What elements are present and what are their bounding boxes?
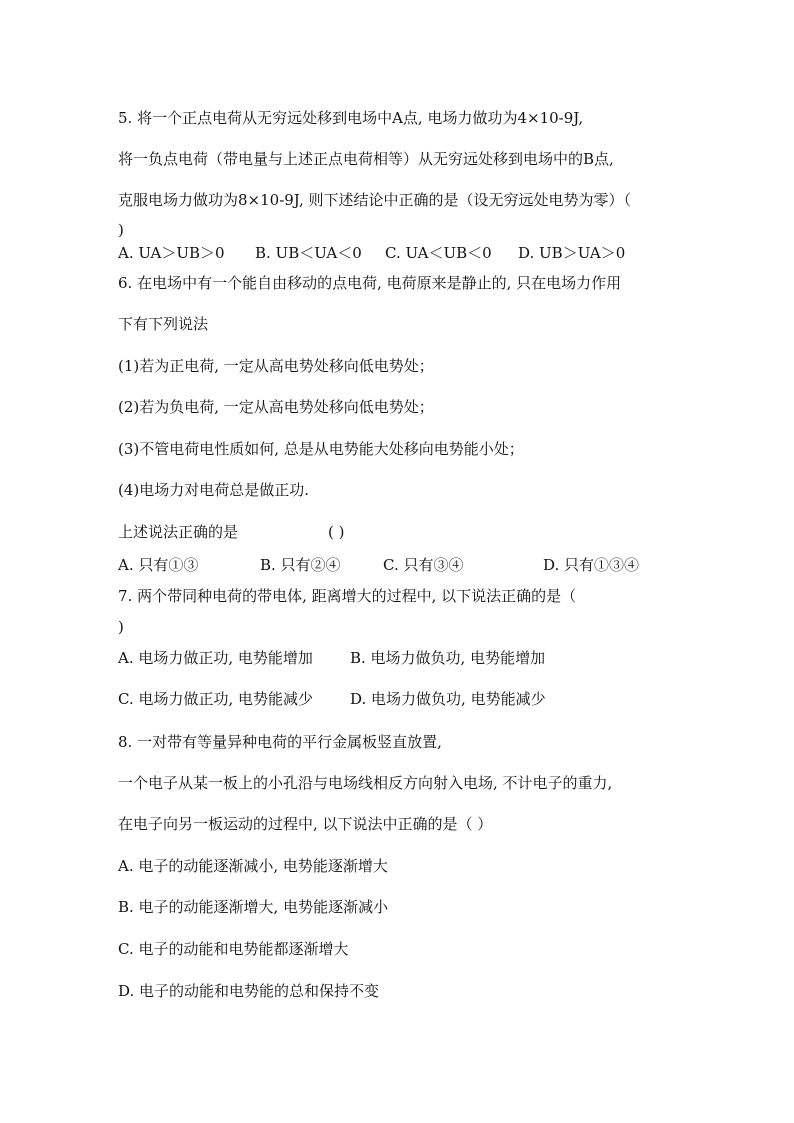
q7-option-b: B. 电场力做负功, 电势能增加 [350,649,546,667]
q8-line1: 8. 一对带有等量异种电荷的平行金属板竖直放置, [118,733,442,751]
q7-option-d: D. 电场力做负功, 电势能减少 [350,690,546,708]
q7-line1: 7. 两个带同种电荷的带电体, 距离增大的过程中, 以下说法正确的是（ [118,587,577,605]
q8-option-a: A. 电子的动能逐渐减小, 电势能逐渐增大 [118,857,388,875]
q6-line2: 下有下列说法 [118,315,209,333]
q6-answer-paren: ( ) [328,523,345,541]
q5-option-d: D. UB＞UA＞0 [518,244,626,262]
q6-option-a: A. 只有①③ [118,556,199,574]
q6-statement-4: (4)电场力对电荷总是做正功. [118,481,310,499]
q5-line1: 5. 将一个正点电荷从无穷远处移到电场中A点, 电场力做功为4×10-9J, [118,109,584,127]
q8-line3: 在电子向另一板运动的过程中, 以下说法中正确的是（ ） [118,815,493,833]
q5-option-c: C. UA＜UB＜0 [385,244,492,262]
q6-option-b: B. 只有②④ [260,556,341,574]
q6-line1: 6. 在电场中有一个能自由移动的点电荷, 电荷原来是静止的, 只在电场力作用 [118,274,622,292]
q8-option-c: C. 电子的动能和电势能都逐渐增大 [118,940,349,958]
q6-statement-3: (3)不管电荷电性质如何, 总是从电势能大处移向电势能小处； [118,440,524,458]
q5-option-b: B. UB＜UA＜0 [255,244,362,262]
q5-line4: ) [118,221,124,239]
q6-option-c: C. 只有③④ [383,556,464,574]
q8-line2: 一个电子从某一板上的小孔沿与电场线相反方向射入电场, 不计电子的重力, [118,774,613,792]
q7-line2: ) [118,618,124,636]
q5-line2: 将一负点电荷（带电量与上述正点电荷相等）从无穷远处移到电场中的B点, [118,150,614,168]
q8-option-d: D. 电子的动能和电势能的总和保持不变 [118,982,380,1000]
q6-statement-2: (2)若为负电荷, 一定从高电势处移向低电势处； [118,398,434,416]
q6-option-d: D. 只有①③④ [543,556,640,574]
q8-option-b: B. 电子的动能逐渐增大, 电势能逐渐减小 [118,898,389,916]
q6-prompt: 上述说法正确的是 [118,523,239,541]
q6-statement-1: (1)若为正电荷, 一定从高电势处移向低电势处； [118,357,434,375]
q5-line3: 克服电场力做功为8×10-9J, 则下述结论中正确的是（设无穷远处电势为零）（ [118,191,631,209]
q5-option-a: A. UA＞UB＞0 [118,244,225,262]
q7-option-a: A. 电场力做正功, 电势能增加 [118,649,313,667]
q7-option-c: C. 电场力做正功, 电势能减少 [118,690,314,708]
